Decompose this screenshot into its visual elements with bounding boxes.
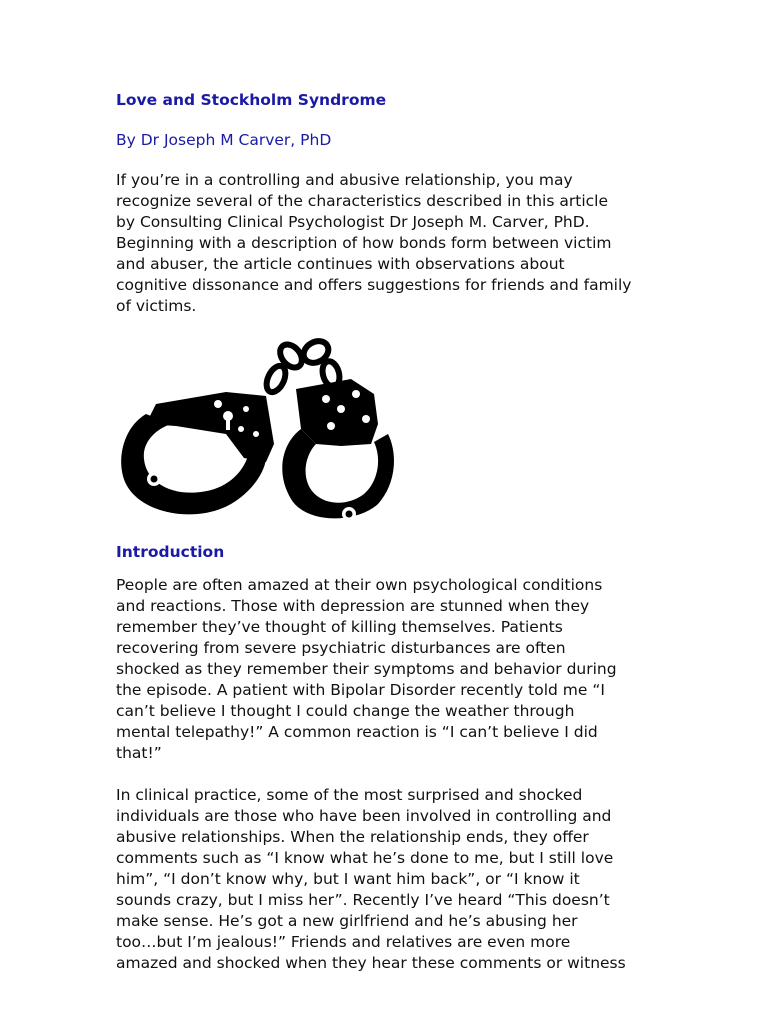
article-title: Love and Stockholm Syndrome [116,91,387,109]
text-line: remember they’ve thought of killing themselves. Patients [116,618,563,636]
text-line: of victims. [116,297,197,315]
text-line: that!” [116,744,162,762]
text-line: by Consulting Clinical Psychologist Dr Joseph M. Carver, PhD. [116,213,590,231]
text-line: can’t believe I thought I could change the weather through [116,702,575,720]
introduction-paragraph-2 [116,785,626,974]
article-byline: By Dr Joseph M Carver, PhD [116,131,332,149]
intro-paragraph [116,170,631,317]
text-line: amazed and shocked when they hear these comments or witness [116,954,626,972]
section-heading-introduction: Introduction [116,543,225,561]
text-line: shocked as they remember their symptoms and behavior during [116,660,617,678]
text-line: recovering from severe psychiatric disturbances are often [116,639,566,657]
text-line: him”, “I don’t know why, but I want him back”, or “I know it [116,870,580,888]
handcuffs-icon [116,334,401,534]
text-line: too…but I’m jealous!” Friends and relatives are even more [116,933,571,951]
text-line: cognitive dissonance and offers suggestions for friends and family [116,276,632,294]
text-line: make sense. He’s got a new girlfriend and he’s abusing her [116,912,578,930]
text-line: People are often amazed at their own psychological conditions [116,576,603,594]
introduction-paragraph-1 [116,575,617,764]
text-line: recognize several of the characteristics described in this article [116,192,608,210]
text-line: and reactions. Those with depression are stunned when they [116,597,590,615]
text-line: comments such as “I know what he’s done to me, but I still love [116,849,614,867]
text-line: abusive relationships. When the relationship ends, they offer [116,828,589,846]
text-line: individuals are those who have been involved in controlling and [116,807,612,825]
text-line: sounds crazy, but I miss her”. Recently I’ve heard “This doesn’t [116,891,610,909]
text-line: In clinical practice, some of the most surprised and shocked [116,786,583,804]
text-line: Beginning with a description of how bonds form between victim [116,234,612,252]
text-line: mental telepathy!” A common reaction is “I can’t believe I did [116,723,598,741]
text-line: If you’re in a controlling and abusive relationship, you may [116,171,573,189]
text-line: the episode. A patient with Bipolar Disorder recently told me “I [116,681,605,699]
text-line: and abuser, the article continues with observations about [116,255,565,273]
